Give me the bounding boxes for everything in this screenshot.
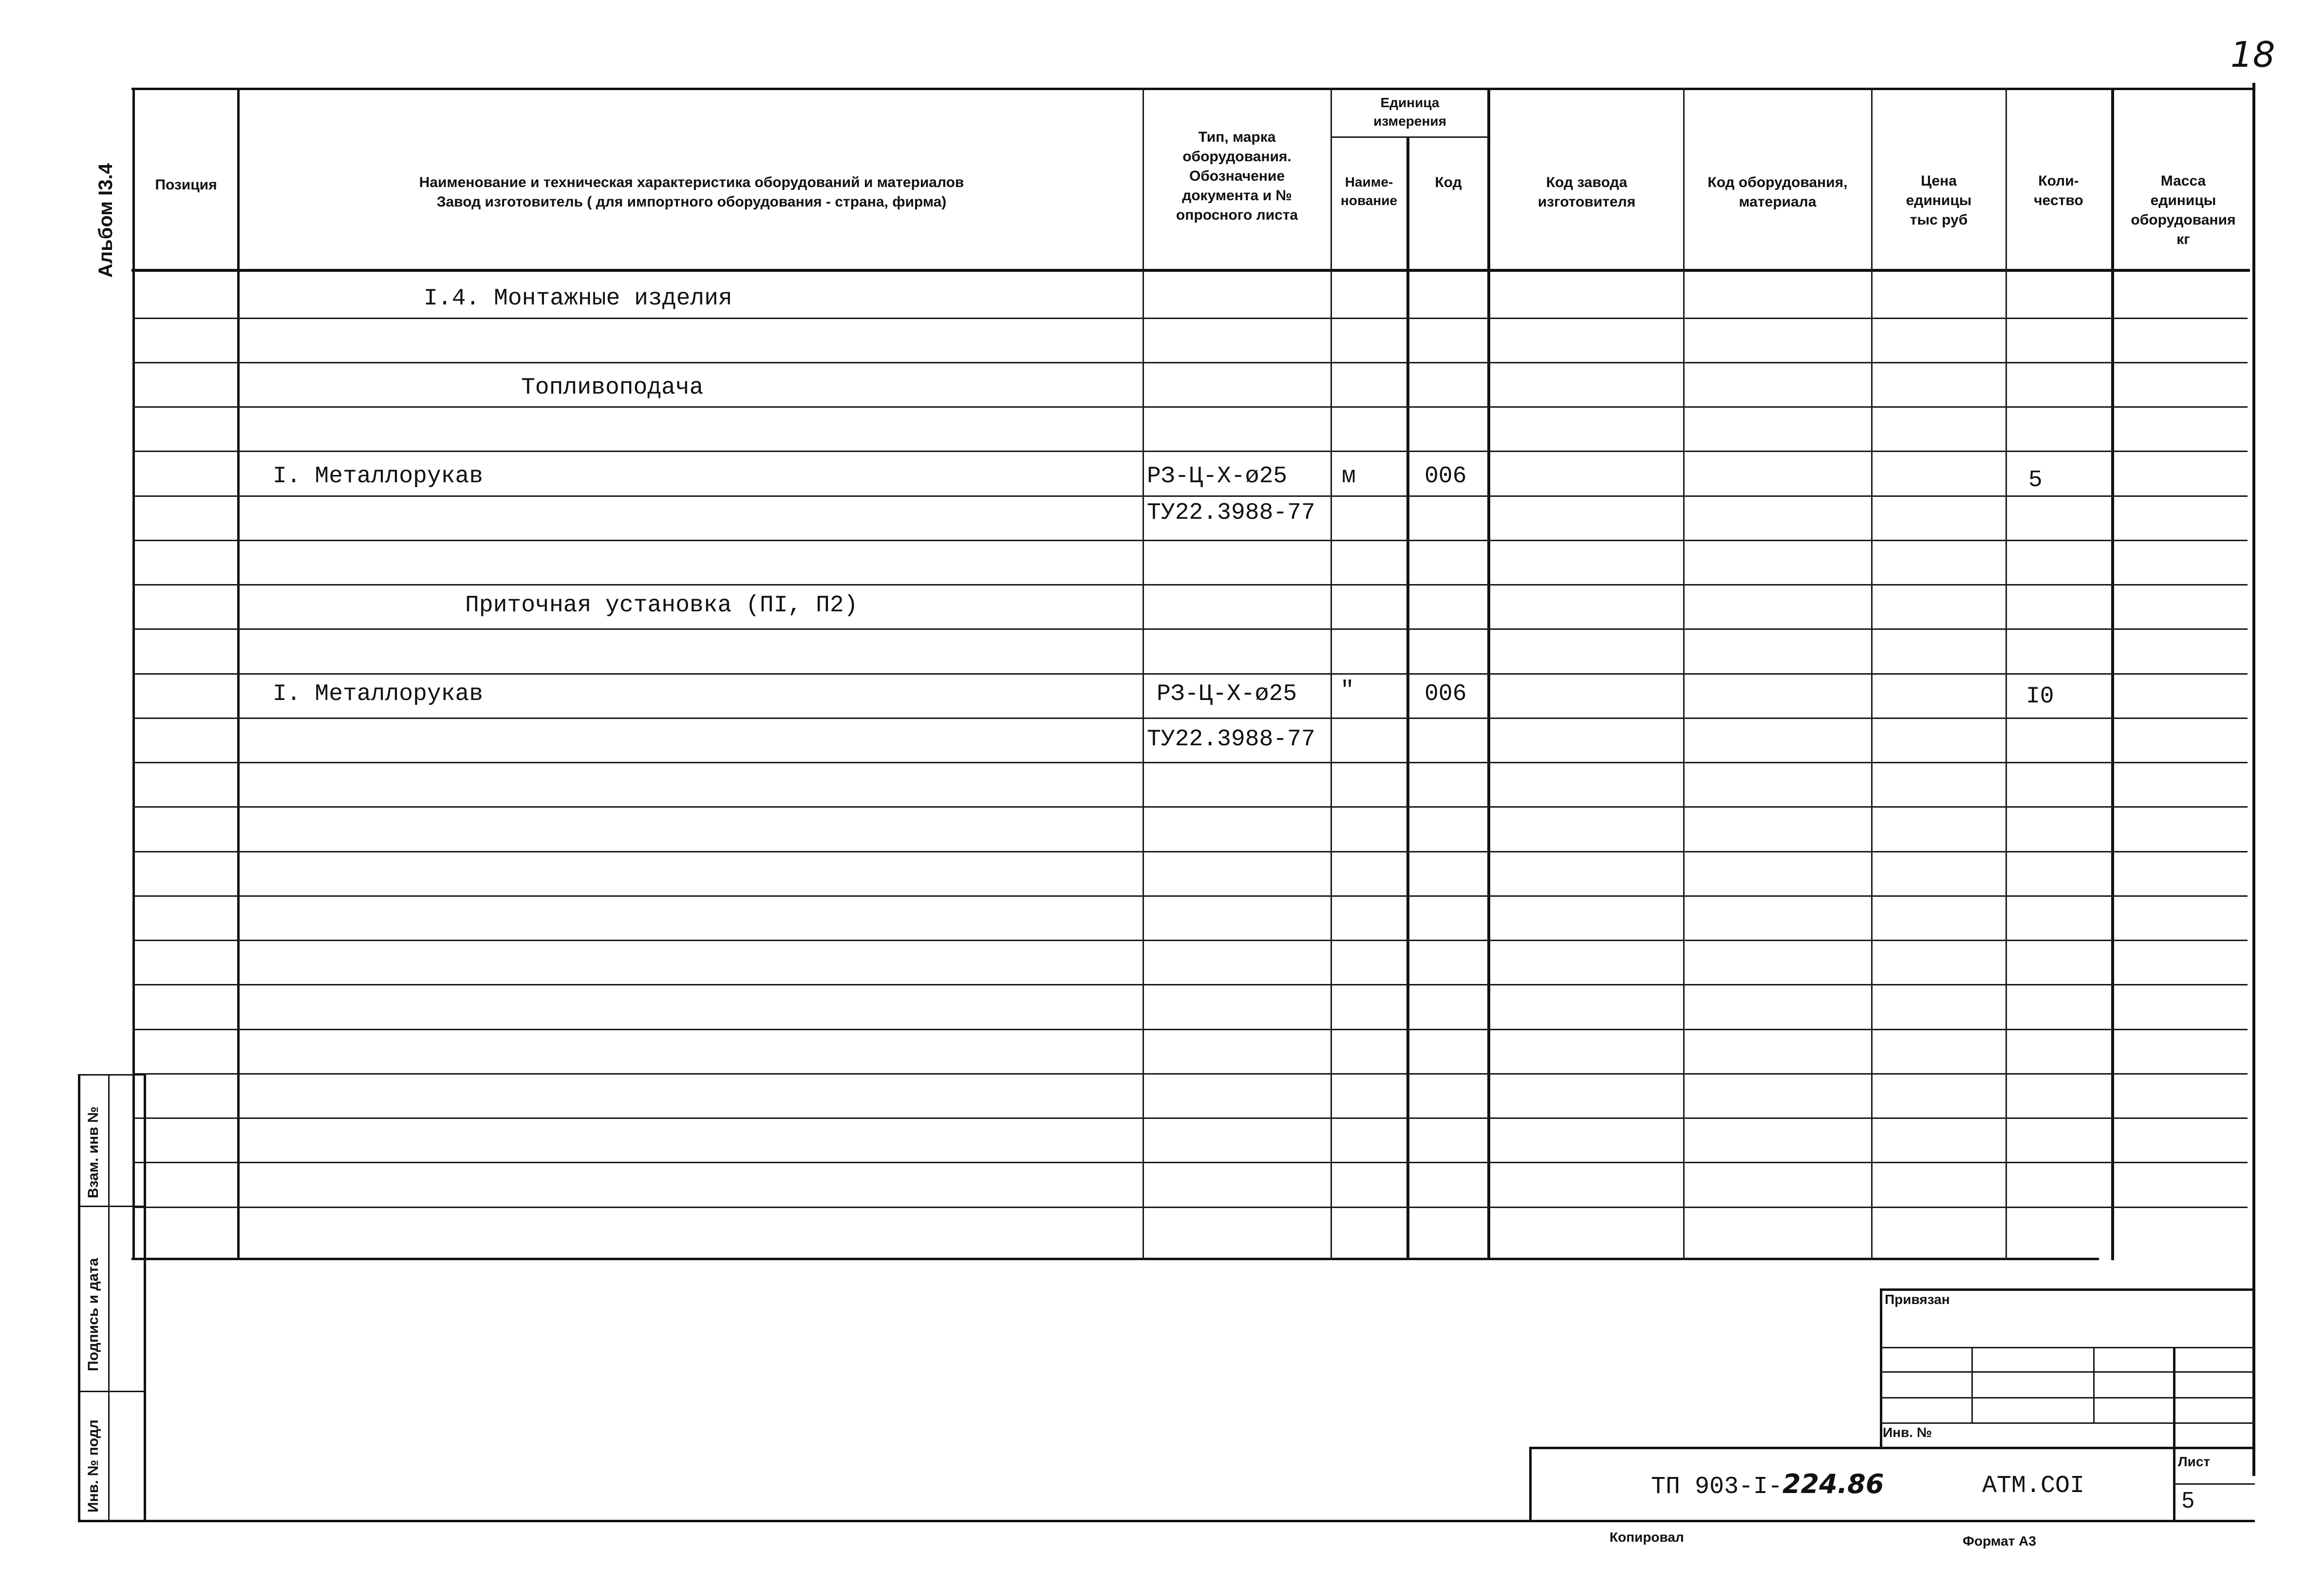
stamp-podpis-data: Подпись и дата [85,1258,101,1371]
stamp-inv-podl: Инв. № подл [85,1419,101,1512]
item2-name: I. Металлорукав [273,681,484,707]
header-equip-code: Код оборудования, материала [1707,174,1848,210]
sheet-value: 5 [2182,1487,2194,1512]
item1-code: 006 [1424,463,1467,490]
item2-unit: " [1340,678,1354,704]
section-title: I.4. Монтажные изделия [424,285,732,312]
header-position: Позиция [155,177,217,193]
doc-number [1651,1469,1884,1501]
header-type: Тип, марка оборудования. Обозначение документа и № опросного листа [1176,129,1298,223]
item1-name: I. Металлорукав [273,463,484,490]
item1-doc: ТУ22.3988-77 [1147,500,1315,526]
item2-code: 006 [1424,681,1467,707]
format-label: Формат А3 [1963,1533,2036,1549]
album-label: Альбом I3.4 [95,163,116,278]
item1-unit: м [1342,463,1356,490]
header-mass: Масса единицы оборудования кг [2131,173,2236,247]
header-price: Цена единицы тыс руб [1906,173,1972,228]
doc-number-value: 224.86 [1782,1469,1884,1499]
header-unit: Единица измерения [1373,95,1446,129]
page-number: 18 [2230,34,2275,75]
header-factory-code: Код завода изготовителя [1537,174,1636,210]
header-unit-name: Наиме- нование [1340,174,1398,208]
header-name: Наименование и техническая характеристика оборудований и материалов Завод изготовитель ( для импортного оборудования - страна, фирма) [419,174,964,210]
item2-doc: ТУ22.3988-77 [1147,726,1315,753]
subsection-fuel-supply: Топливоподача [521,375,704,401]
header-qty: Коли- чество [2034,173,2083,208]
item2-type: РЗ-Ц-Х-ø25 [1157,681,1297,707]
subsection-supply-unit: Приточная установка (ПI, П2) [465,592,858,619]
stamp-vzam-inv: Взам. инв № [85,1106,101,1198]
inv-no-label: Инв. № [1883,1425,1932,1440]
doc-prefix: ТП 903-I- [1651,1473,1783,1501]
item1-type: РЗ-Ц-Х-ø25 [1147,463,1288,490]
sheet-label: Лист [2178,1454,2211,1469]
copied-label: Копировал [1610,1530,1684,1545]
item1-qty: 5 [2028,467,2043,493]
header-unit-code: Код [1435,174,1462,190]
doc-code: АТМ.COI [1982,1472,2085,1500]
item2-qty: I0 [2026,683,2054,710]
privyazan-label: Привязан [1885,1292,1950,1307]
